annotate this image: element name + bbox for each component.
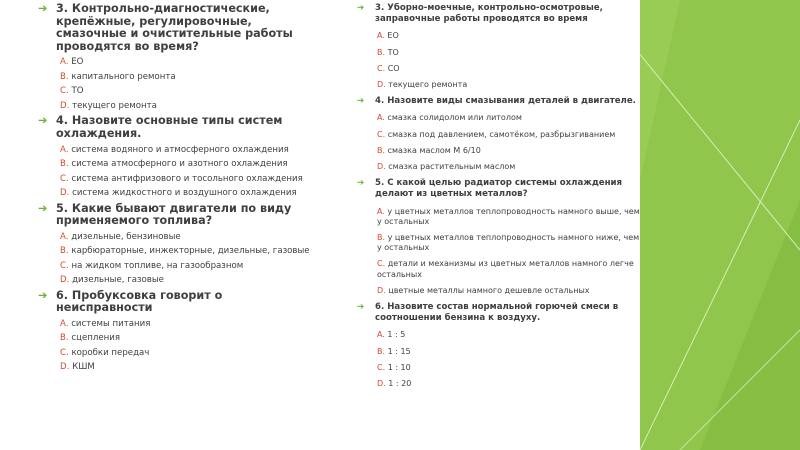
answer-option[interactable]: D. текущего ремонта [377, 80, 468, 90]
answer-options [377, 113, 642, 172]
answer-option[interactable]: B. капитального ремонта [60, 71, 176, 82]
arrow-bullet-icon: ➔ [38, 2, 48, 15]
answer-option[interactable]: C. ТО [60, 86, 84, 97]
answer-option[interactable]: B. система атмосферного и азотного охлаждения [60, 159, 288, 170]
question-block [38, 115, 318, 198]
answer-option[interactable]: C. система антифризового и тосольного охлаждения [60, 173, 303, 184]
answer-options [377, 330, 642, 389]
answer-option[interactable]: C. 1 : 10 [377, 362, 411, 372]
answer-option[interactable]: A. система водяного и атмосферного охлаждения [60, 144, 289, 155]
question-text: ➔ 6. Назовите состав нормальной горючей смеси в соотношении бензина к воздуху. [357, 302, 619, 324]
answer-option[interactable]: D. 1 : 20 [377, 379, 412, 389]
answer-option[interactable]: B. смазка маслом М 6/10 [377, 145, 481, 155]
answer-option[interactable]: D. цветные металлы намного дешевле остальных [377, 285, 590, 295]
question-text: ➔ 3. Уборно-моечные, контрольно-осмотровые, заправочные работы проводятся во время [357, 3, 603, 25]
answer-option[interactable]: A. ЕО [377, 31, 399, 41]
answer-options [60, 319, 318, 373]
answer-option[interactable]: A. 1 : 5 [377, 330, 406, 340]
answer-option[interactable]: B. ТО [377, 47, 399, 57]
arrow-bullet-icon: ➔ [38, 201, 48, 215]
right-column [357, 3, 642, 395]
answer-option[interactable]: A. смазка солидолом или литолом [377, 113, 522, 123]
decorative-lines [640, 0, 800, 450]
answer-options [60, 145, 318, 199]
answer-option[interactable]: C. СО [377, 63, 400, 73]
answer-option[interactable]: C. детали и механизмы из цветных металлов намного легче остальных [377, 259, 634, 279]
question-text: ➔ 3. Контрольно-диагностические, крепёжные, регулировочные, смазочные и очистительные работы проводятся во время? [38, 2, 293, 53]
question-text: ➔ 6. Пробуксовка говорит о неисправности [38, 288, 223, 315]
answer-option[interactable]: B. карбюраторные, инжекторные, дизельные, газовые [60, 246, 310, 257]
answer-option[interactable]: A. дизельные, бензиновые [60, 231, 181, 242]
answer-option[interactable]: A. ЕО [60, 57, 84, 68]
question-block [357, 3, 642, 90]
decorative-green-panel [640, 0, 800, 450]
answer-option[interactable]: B. сцепления [60, 333, 121, 344]
question-block [357, 302, 642, 389]
answer-options [377, 207, 642, 296]
answer-option[interactable]: D. смазка растительным маслом [377, 162, 516, 172]
question-text: ➔ 5. Какие бывают двигатели по виду применяемого топлива? [38, 201, 292, 228]
answer-option[interactable]: B. 1 : 15 [377, 346, 411, 356]
arrow-bullet-icon: ➔ [357, 178, 365, 189]
answer-option[interactable]: C. смазка под давлением, самотёком, разбрызгиванием [377, 129, 616, 139]
question-block [38, 290, 318, 373]
question-text: ➔ 4. Назовите виды смазывания деталей в двигателе. [357, 96, 636, 107]
answer-option[interactable]: A. у цветных металлов теплопроводность намного выше, чем у остальных [377, 206, 640, 226]
question-block [357, 178, 642, 296]
answer-option[interactable]: D. дизельные, газовые [60, 275, 164, 286]
arrow-bullet-icon: ➔ [38, 288, 48, 302]
arrow-bullet-icon: ➔ [357, 3, 365, 13]
arrow-bullet-icon: ➔ [357, 96, 365, 107]
arrow-bullet-icon: ➔ [38, 114, 48, 128]
answer-option[interactable]: B. у цветных металлов теплопроводность намного ниже, чем у остальных [377, 233, 640, 253]
left-column [38, 3, 318, 377]
answer-options [377, 31, 642, 90]
question-block [38, 203, 318, 286]
answer-option[interactable]: D. система жидкостного и воздушного охлаждения [60, 188, 297, 199]
answer-option[interactable]: A. системы питания [60, 318, 151, 329]
answer-options [60, 232, 318, 286]
question-text: ➔ 5. С какой целью радиатор системы охлаждения делают из цветных металлов? [357, 178, 623, 200]
question-block [357, 96, 642, 172]
answer-option[interactable]: C. на жидком топливе, на газообразном [60, 260, 244, 271]
question-text: ➔ 4. Назовите основные типы систем охлаждения. [38, 114, 283, 140]
answer-option[interactable]: D. текущего ремонта [60, 100, 157, 111]
question-block [38, 3, 318, 111]
answer-option[interactable]: C. коробки передач [60, 347, 150, 358]
arrow-bullet-icon: ➔ [357, 302, 365, 313]
answer-option[interactable]: D. КШМ [60, 362, 95, 373]
answer-options [60, 57, 318, 111]
